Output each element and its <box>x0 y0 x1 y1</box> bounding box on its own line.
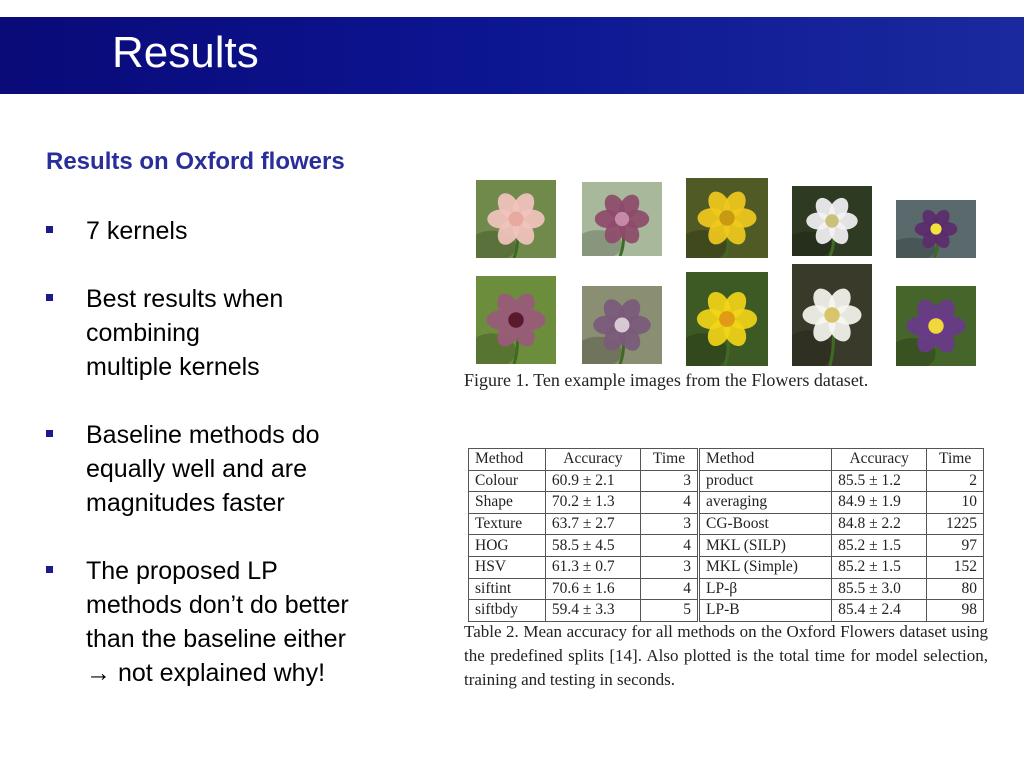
table-cell: 10 <box>927 492 984 514</box>
table-cell: 1225 <box>927 513 984 535</box>
results-table <box>468 448 984 622</box>
table-cell: 3 <box>641 470 699 492</box>
bullet-text-line: than the baseline either <box>86 625 346 653</box>
table-header-row <box>469 449 984 471</box>
bullet-item <box>46 554 406 690</box>
table-cell: 63.7 ± 2.7 <box>545 513 640 535</box>
table-cell: product <box>698 470 831 492</box>
bullet-text-line: combining <box>86 319 200 347</box>
table-cell: 4 <box>641 578 699 600</box>
bullet-text-line: magnitudes faster <box>86 489 285 517</box>
table-cell: 85.5 ± 1.2 <box>832 470 927 492</box>
bullet-item <box>46 282 406 384</box>
table-cell: 85.2 ± 1.5 <box>832 556 927 578</box>
bullet-text-line: Baseline methods do <box>86 421 320 449</box>
column-header: Accuracy <box>832 449 927 471</box>
table-cell: 4 <box>641 535 699 557</box>
checkered-fritillary-photo <box>582 286 662 364</box>
bearded-iris-photo <box>476 276 556 364</box>
bullet-text-line: equally well and are <box>86 455 307 483</box>
bullet-text-line: → not explained why! <box>86 659 326 687</box>
table-cell: 2 <box>927 470 984 492</box>
slide-title: Results <box>112 28 259 77</box>
bullet-list <box>46 214 406 724</box>
table-row <box>469 556 984 578</box>
table-cell: 70.2 ± 1.3 <box>545 492 640 514</box>
yellow-primrose-cluster-photo <box>686 178 768 258</box>
table-cell: HOG <box>469 535 546 557</box>
table-row <box>469 600 984 622</box>
table-row <box>469 513 984 535</box>
bullet-text-line: Best results when <box>86 285 284 313</box>
bullet-text-line: The proposed LP <box>86 557 278 585</box>
column-header: Time <box>927 449 984 471</box>
bullet-item <box>46 214 406 248</box>
table-cell: 3 <box>641 513 699 535</box>
square-bullet-icon <box>46 430 53 437</box>
square-bullet-icon <box>46 226 53 233</box>
bullet-text-line: methods don’t do better <box>86 591 349 619</box>
slide-subtitle: Results on Oxford flowers <box>46 148 345 175</box>
snakes-head-fritillary-photo <box>582 182 662 256</box>
table-row <box>469 578 984 600</box>
table-caption: Table 2. Mean accuracy for all methods on the Oxford Flowers dataset using the predefined splits [14]. Also plotted is the total time for model selection, training and testing in seconds. <box>464 622 988 689</box>
column-header: Method <box>698 449 831 471</box>
bullet-text-line: multiple kernels <box>86 353 260 381</box>
table-row <box>469 470 984 492</box>
flower-examples-figure <box>476 178 986 368</box>
table-cell: 60.9 ± 2.1 <box>545 470 640 492</box>
white-anemone-photo <box>792 186 872 256</box>
table-cell: MKL (Simple) <box>698 556 831 578</box>
table-cell: Shape <box>469 492 546 514</box>
table-cell: averaging <box>698 492 831 514</box>
table-cell: 85.5 ± 3.0 <box>832 578 927 600</box>
purple-pansy-photo <box>896 200 976 258</box>
white-anemone-woodland-photo <box>792 264 872 366</box>
table-cell: 61.3 ± 0.7 <box>545 556 640 578</box>
table-cell: 4 <box>641 492 699 514</box>
table-cell: 58.5 ± 4.5 <box>545 535 640 557</box>
column-header: Method <box>469 449 546 471</box>
table-cell: 85.2 ± 1.5 <box>832 535 927 557</box>
table-cell: 59.4 ± 3.3 <box>545 600 640 622</box>
table-cell: 70.6 ± 1.6 <box>545 578 640 600</box>
table-cell: CG-Boost <box>698 513 831 535</box>
table-cell: Texture <box>469 513 546 535</box>
table-cell: siftbdy <box>469 600 546 622</box>
results-table-container <box>468 448 984 622</box>
pink-iris-photo <box>476 180 556 258</box>
table-cell: MKL (SILP) <box>698 535 831 557</box>
bullet-text-line: 7 kernels <box>86 217 188 245</box>
table-cell: 152 <box>927 556 984 578</box>
table-cell: 98 <box>927 600 984 622</box>
table-cell: 5 <box>641 600 699 622</box>
column-header: Accuracy <box>545 449 640 471</box>
table-cell: Colour <box>469 470 546 492</box>
table-row <box>469 492 984 514</box>
table-cell: LP-β <box>698 578 831 600</box>
table-cell: 97 <box>927 535 984 557</box>
square-bullet-icon <box>46 294 53 301</box>
yellow-cowslip-photo <box>686 272 768 366</box>
bullet-item <box>46 418 406 520</box>
table-cell: 80 <box>927 578 984 600</box>
table-cell: HSV <box>469 556 546 578</box>
table-cell: siftint <box>469 578 546 600</box>
table-cell: 3 <box>641 556 699 578</box>
table-cell: 84.9 ± 1.9 <box>832 492 927 514</box>
square-bullet-icon <box>46 566 53 573</box>
table-row <box>469 535 984 557</box>
column-header: Time <box>641 449 699 471</box>
table-cell: 85.4 ± 2.4 <box>832 600 927 622</box>
violet-yellow-pansy-photo <box>896 286 976 366</box>
table-cell: LP-B <box>698 600 831 622</box>
table-cell: 84.8 ± 2.2 <box>832 513 927 535</box>
figure-caption: Figure 1. Ten example images from the Flowers dataset. <box>464 370 869 390</box>
